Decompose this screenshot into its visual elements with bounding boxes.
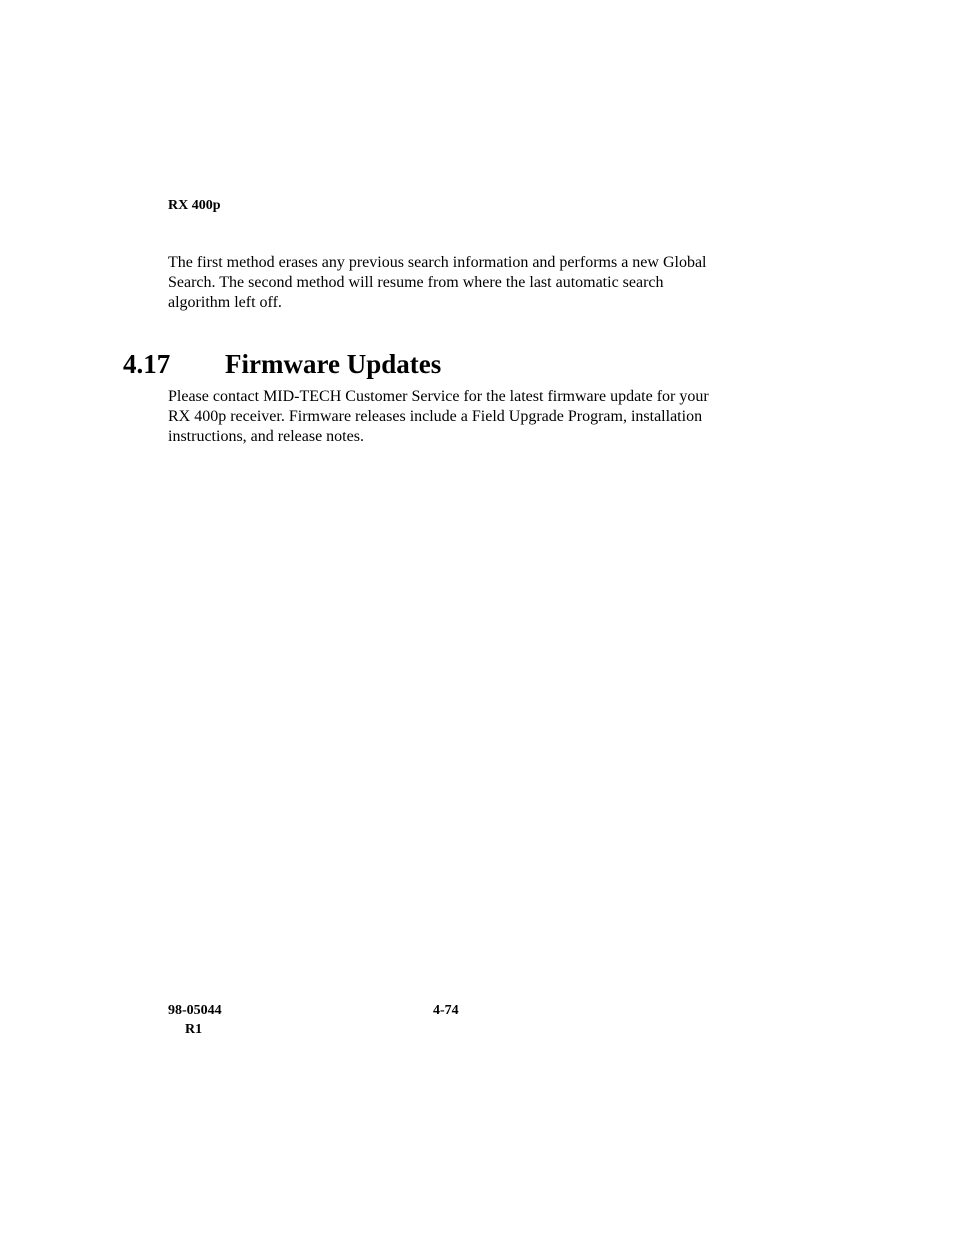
paragraph-line: Please contact MID-TECH Customer Service for the latest firmware update for your [168,388,709,405]
paragraph-line: RX 400p receiver. Firmware releases include a Field Upgrade Program, installation [168,408,703,425]
paragraph-line: instructions, and release notes. [168,428,364,445]
footer-doc-number: 98-05044 [168,1003,222,1018]
paragraph-line: The first method erases any previous search information and performs a new Global [168,254,707,271]
section-title: Firmware Updates [225,349,442,379]
paragraph-line: algorithm left off. [168,294,282,311]
footer-page-number: 4-74 [433,1003,459,1018]
paragraph-search-methods [168,253,768,313]
section-heading [123,347,441,381]
section-number: 4.17 [123,349,171,379]
paragraph-line: Search. The second method will resume from where the last automatic search [168,274,664,291]
page-header-product: RX 400p [168,198,221,213]
paragraph-firmware-updates [168,387,768,447]
footer-revision: R1 [185,1022,203,1037]
